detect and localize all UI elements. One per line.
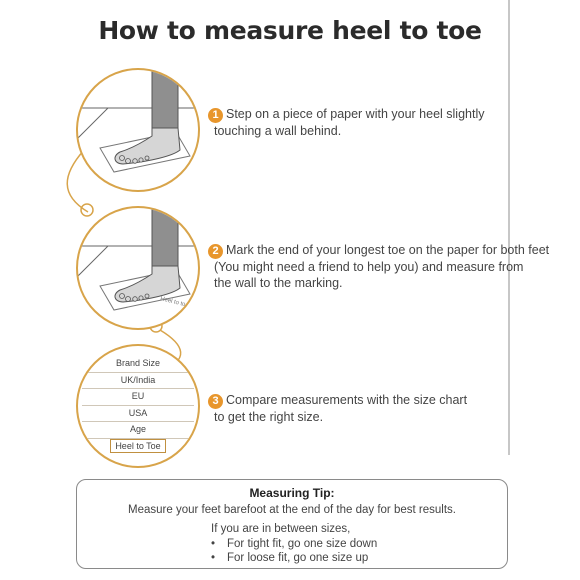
tip-title: Measuring Tip:: [249, 486, 335, 500]
step2-illustration: [76, 206, 200, 330]
size-chart-row: UK/India: [82, 373, 194, 390]
page-title: How to measure heel to toe: [98, 16, 482, 45]
size-chart-row: Age: [82, 422, 194, 439]
tip-list: [211, 537, 377, 565]
step-number-badge: 2: [208, 244, 223, 259]
step-1: 1 Step on a piece of paper with your heel slightly touching a wall behind.: [208, 106, 485, 139]
size-chart-row-highlight: Heel to Toe: [82, 439, 194, 456]
paper-label: Heel to toe: [159, 296, 190, 309]
size-chart-row: USA: [82, 406, 194, 423]
size-chart-row: EU: [82, 389, 194, 406]
size-chart-row: Brand Size: [82, 356, 194, 373]
list-item: • For loose fit, go one size up: [211, 552, 369, 564]
step3-illustration: [76, 344, 200, 468]
measuring-tip-box: [76, 479, 508, 569]
step-number-badge: 1: [208, 108, 223, 123]
tip-subtext: If you are in between sizes,: [211, 523, 351, 535]
size-chart: [82, 356, 194, 455]
tip-text: Measure your feet barefoot at the end of the day for best results.: [128, 504, 456, 516]
step-number-badge: 3: [208, 394, 223, 409]
step-2: 2 Mark the end of your longest toe on the paper for both feet (You might need a friend to help you) and measure from the wall to the marking.: [208, 242, 549, 291]
list-item: • For tight fit, go one size down: [211, 538, 378, 550]
step-3: 3 Compare measurements with the size chart to get the right size.: [208, 392, 467, 425]
step1-illustration: [76, 68, 200, 192]
